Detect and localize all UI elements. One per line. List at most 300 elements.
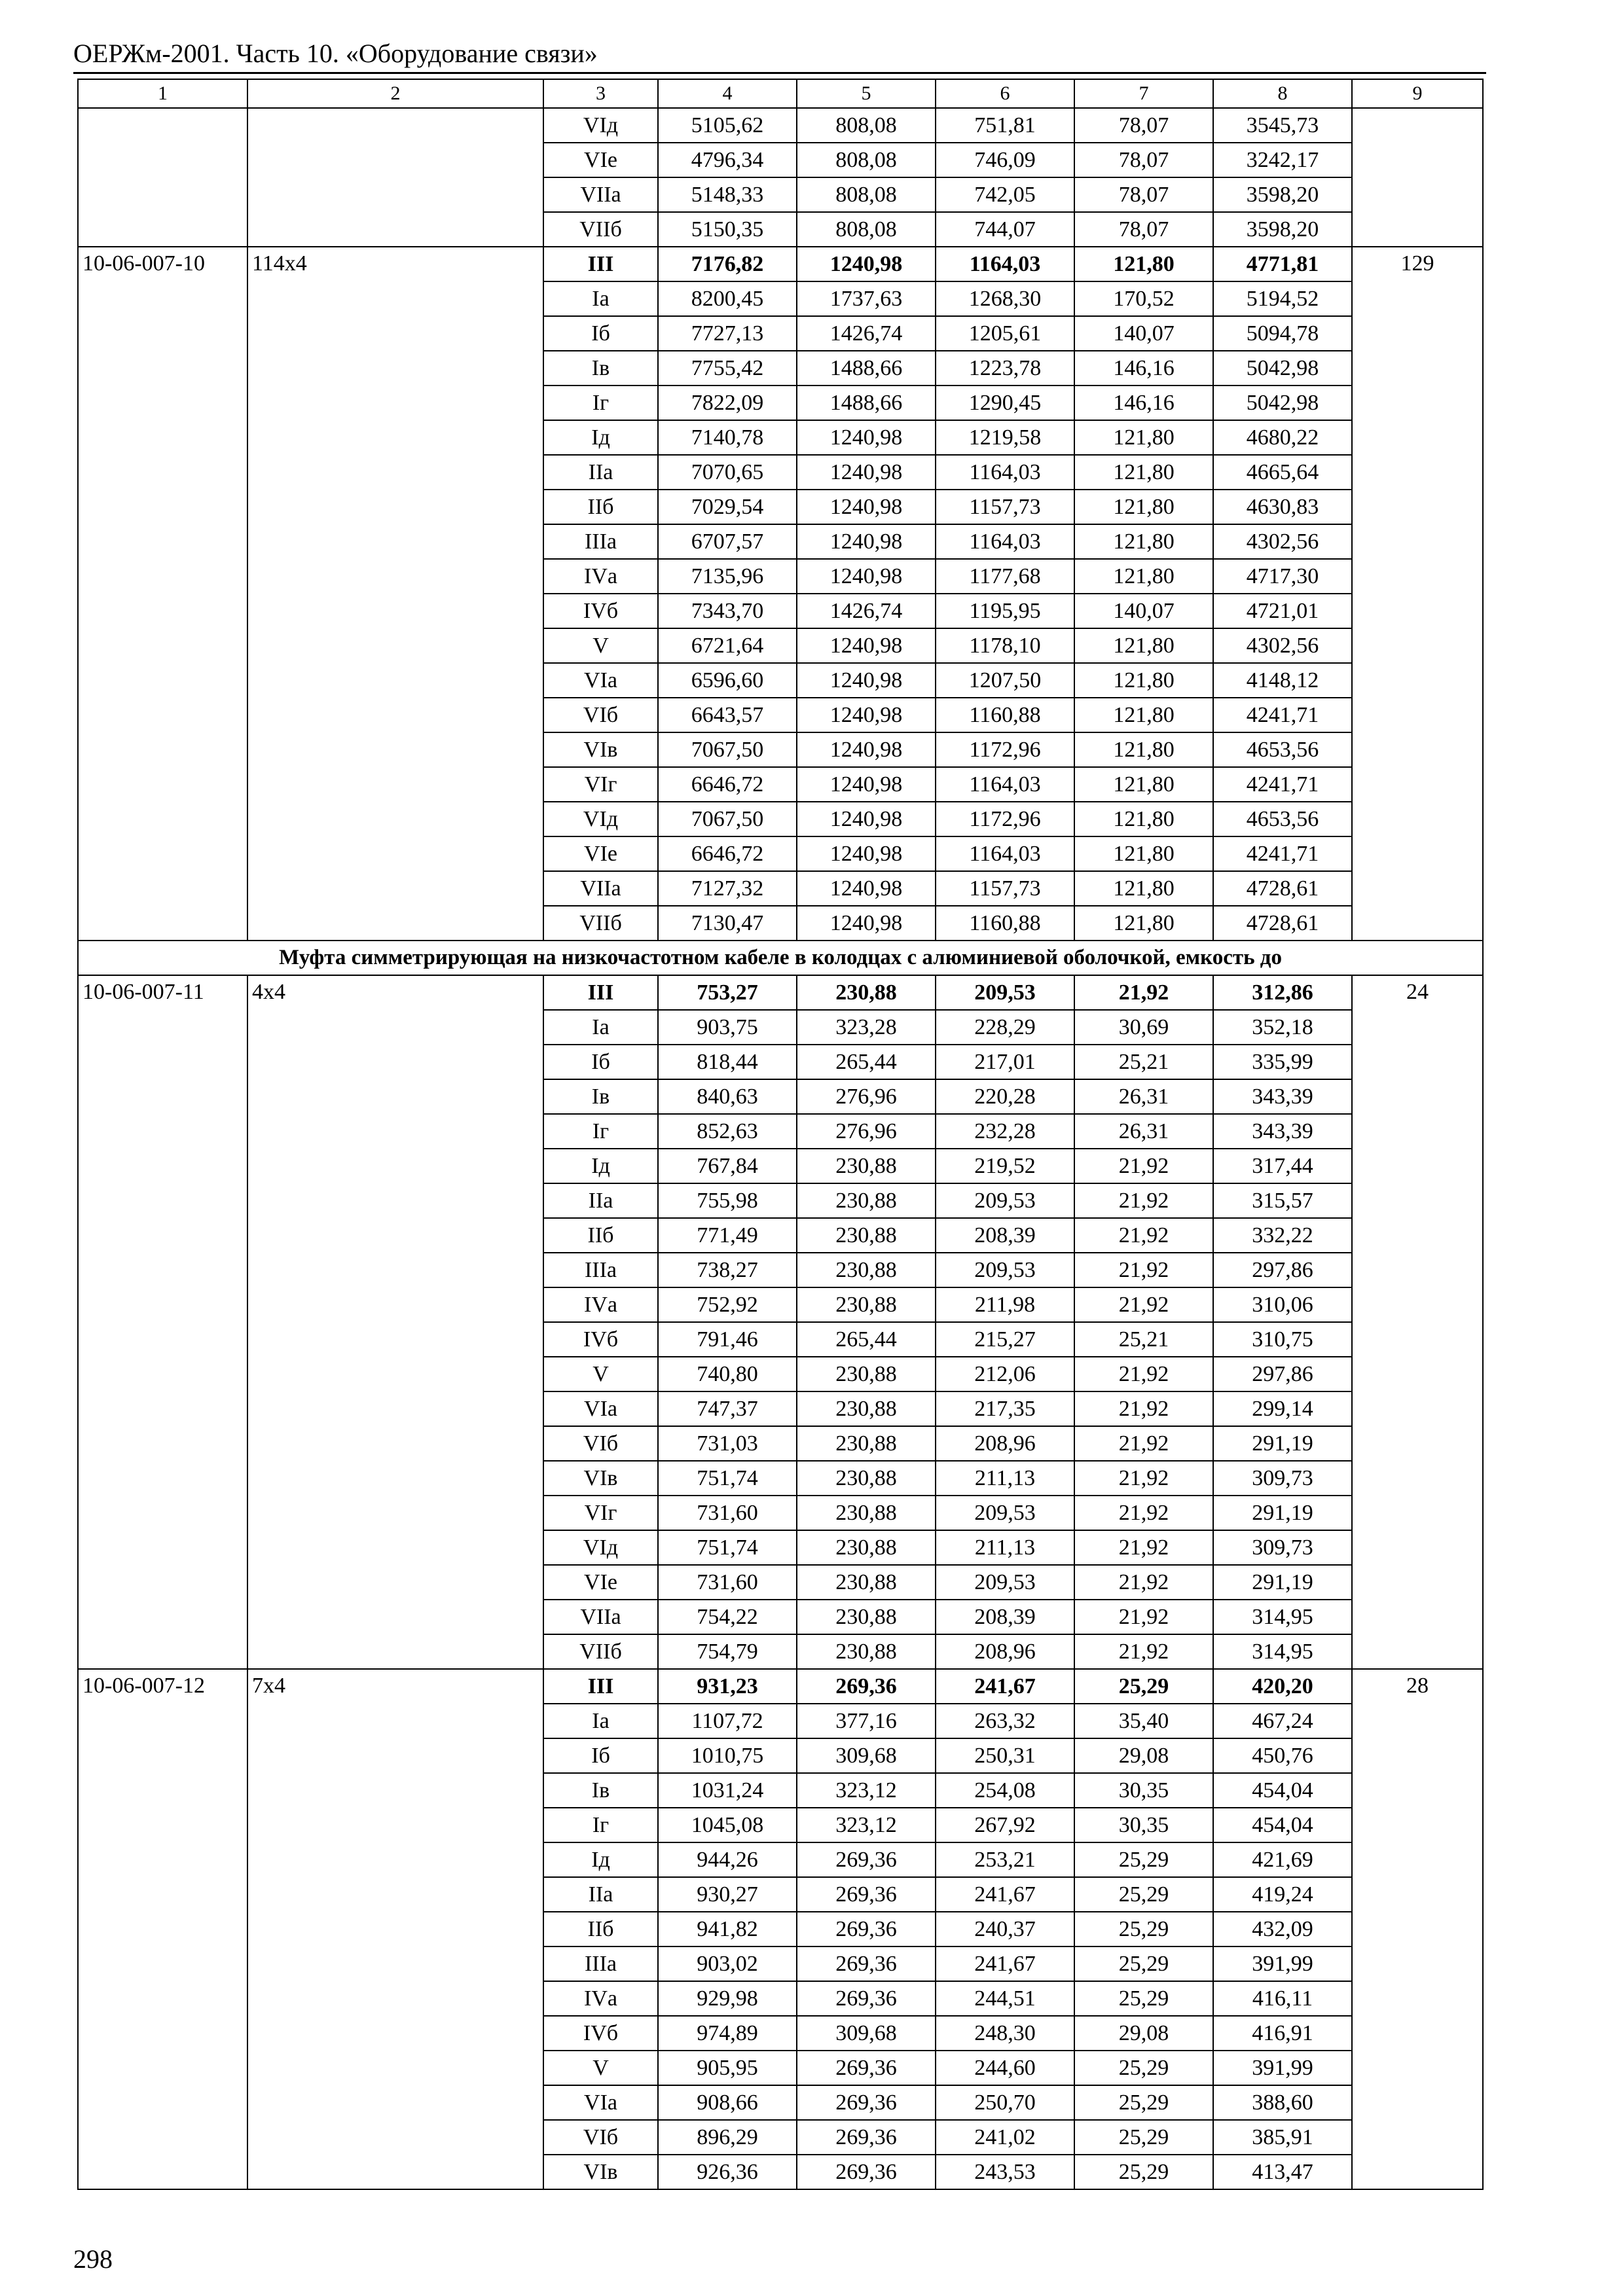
machine-cost-cell: 211,13 (936, 1530, 1074, 1565)
rate-code-cell: IVб (543, 2016, 658, 2051)
materials-cost-cell: 5094,78 (1213, 316, 1352, 351)
machine-cost-cell: 1223,78 (936, 351, 1074, 386)
machine-cost-cell: 1164,03 (936, 767, 1074, 802)
labor-cost-cell: 269,36 (797, 2051, 936, 2085)
labor-cost-cell: 1240,98 (797, 628, 936, 663)
operator-wage-cell: 26,31 (1074, 1114, 1213, 1149)
rate-code-cell: IIб (543, 1912, 658, 1946)
column-number-row (78, 79, 1483, 108)
materials-cost-cell: 5194,52 (1213, 281, 1352, 316)
rate-code-cell: VIIа (543, 871, 658, 906)
rate-code-cell: VIв (543, 2155, 658, 2189)
operator-wage-cell: 30,69 (1074, 1010, 1213, 1045)
labor-cost-cell: 230,88 (797, 1530, 936, 1565)
materials-cost-cell: 352,18 (1213, 1010, 1352, 1045)
machine-cost-cell: 1195,95 (936, 594, 1074, 628)
materials-cost-cell: 332,22 (1213, 1218, 1352, 1253)
total-cost-cell: 930,27 (658, 1877, 797, 1912)
rate-code-cell: Iб (543, 316, 658, 351)
operator-wage-cell: 121,80 (1074, 698, 1213, 732)
machine-cost-cell: 1164,03 (936, 836, 1074, 871)
operator-wage-cell: 21,92 (1074, 1426, 1213, 1461)
labor-cost-cell: 309,68 (797, 1738, 936, 1773)
machine-cost-cell: 209,53 (936, 1496, 1074, 1530)
rate-code-cell: Iв (543, 351, 658, 386)
operator-wage-cell: 21,92 (1074, 1565, 1213, 1600)
rate-code-cell: III (543, 247, 658, 281)
operator-wage-cell: 25,29 (1074, 1912, 1213, 1946)
operator-wage-cell: 25,29 (1074, 2120, 1213, 2155)
labor-cost-cell: 230,88 (797, 1391, 936, 1426)
rate-code-cell: IIа (543, 1877, 658, 1912)
operator-wage-cell: 29,08 (1074, 1738, 1213, 1773)
operator-wage-cell: 121,80 (1074, 490, 1213, 524)
operator-wage-cell: 25,29 (1074, 1981, 1213, 2016)
materials-cost-cell: 4241,71 (1213, 767, 1352, 802)
operator-wage-cell: 35,40 (1074, 1704, 1213, 1738)
rate-code-cell: Iг (543, 1808, 658, 1842)
materials-cost-cell: 454,04 (1213, 1773, 1352, 1808)
page-header-title: ОЕРЖм-2001. Часть 10. «Оборудование связи» (73, 39, 598, 68)
header-rule (73, 72, 1486, 74)
labor-cost-cell: 1240,98 (797, 490, 936, 524)
total-cost-cell: 6707,57 (658, 524, 797, 559)
materials-cost-cell: 310,75 (1213, 1322, 1352, 1357)
operator-wage-cell: 121,80 (1074, 628, 1213, 663)
rate-code-cell: V (543, 1357, 658, 1391)
rate-code-cell: Iд (543, 1842, 658, 1877)
code-cell: 10-06-007-10 (78, 247, 247, 941)
rate-code-cell: VIг (543, 767, 658, 802)
column-number-cell: 2 (247, 79, 543, 108)
materials-cost-cell: 4241,71 (1213, 698, 1352, 732)
total-cost-cell: 931,23 (658, 1669, 797, 1704)
operator-wage-cell: 21,92 (1074, 1287, 1213, 1322)
operator-wage-cell: 78,07 (1074, 143, 1213, 177)
total-cost-cell: 5150,35 (658, 212, 797, 247)
total-cost-cell: 7029,54 (658, 490, 797, 524)
operator-wage-cell: 140,07 (1074, 316, 1213, 351)
total-cost-cell: 751,74 (658, 1530, 797, 1565)
machine-cost-cell: 253,21 (936, 1842, 1074, 1877)
total-cost-cell: 6643,57 (658, 698, 797, 732)
total-cost-cell: 8200,45 (658, 281, 797, 316)
column-number-cell: 4 (658, 79, 797, 108)
table-row (78, 1669, 1483, 1704)
total-cost-cell: 1045,08 (658, 1808, 797, 1842)
operator-wage-cell: 25,29 (1074, 1877, 1213, 1912)
labor-cost-cell: 1240,98 (797, 455, 936, 490)
labor-cost-cell: 377,16 (797, 1704, 936, 1738)
total-cost-cell: 751,74 (658, 1461, 797, 1496)
machine-cost-cell: 209,53 (936, 1253, 1074, 1287)
materials-cost-cell: 310,06 (1213, 1287, 1352, 1322)
operator-wage-cell: 121,80 (1074, 802, 1213, 836)
total-cost-cell: 903,75 (658, 1010, 797, 1045)
labor-cost-cell: 265,44 (797, 1322, 936, 1357)
materials-cost-cell: 3545,73 (1213, 108, 1352, 143)
total-cost-cell: 6596,60 (658, 663, 797, 698)
labor-cost-cell: 230,88 (797, 1287, 936, 1322)
machine-cost-cell: 209,53 (936, 1565, 1074, 1600)
total-cost-cell: 731,60 (658, 1565, 797, 1600)
rate-code-cell: VIв (543, 1461, 658, 1496)
total-cost-cell: 7343,70 (658, 594, 797, 628)
operator-wage-cell: 21,92 (1074, 1357, 1213, 1391)
total-cost-cell: 771,49 (658, 1218, 797, 1253)
total-cost-cell: 7070,65 (658, 455, 797, 490)
column-number-cell: 5 (797, 79, 936, 108)
machine-cost-cell: 244,60 (936, 2051, 1074, 2085)
rate-code-cell: VIб (543, 698, 658, 732)
rate-code-cell: VIа (543, 663, 658, 698)
rate-code-cell: V (543, 628, 658, 663)
materials-cost-cell: 391,99 (1213, 1946, 1352, 1981)
machine-cost-cell: 241,02 (936, 2120, 1074, 2155)
total-cost-cell: 944,26 (658, 1842, 797, 1877)
machine-cost-cell: 209,53 (936, 975, 1074, 1010)
operator-wage-cell: 30,35 (1074, 1808, 1213, 1842)
machine-cost-cell: 1160,88 (936, 698, 1074, 732)
total-cost-cell: 7755,42 (658, 351, 797, 386)
total-cost-cell: 791,46 (658, 1322, 797, 1357)
machine-cost-cell: 241,67 (936, 1877, 1074, 1912)
rate-code-cell: Iа (543, 1704, 658, 1738)
labor-cost-cell: 230,88 (797, 1461, 936, 1496)
labor-cost-cell: 1240,98 (797, 871, 936, 906)
machine-cost-cell: 220,28 (936, 1079, 1074, 1114)
materials-cost-cell: 343,39 (1213, 1114, 1352, 1149)
labor-cost-cell: 230,88 (797, 1565, 936, 1600)
total-cost-cell: 738,27 (658, 1253, 797, 1287)
labor-cost-cell: 1737,63 (797, 281, 936, 316)
labor-cost-cell: 1240,98 (797, 802, 936, 836)
rates-table-body (78, 79, 1483, 2189)
column-number-cell: 7 (1074, 79, 1213, 108)
labor-cost-cell: 269,36 (797, 2085, 936, 2120)
machine-cost-cell: 208,96 (936, 1634, 1074, 1669)
operator-wage-cell: 21,92 (1074, 1149, 1213, 1183)
operator-wage-cell: 21,92 (1074, 1496, 1213, 1530)
labor-cost-cell: 230,88 (797, 1183, 936, 1218)
labor-cost-cell: 276,96 (797, 1079, 936, 1114)
materials-cost-cell: 4653,56 (1213, 802, 1352, 836)
operator-wage-cell: 26,31 (1074, 1079, 1213, 1114)
materials-cost-cell: 309,73 (1213, 1461, 1352, 1496)
operator-wage-cell: 121,80 (1074, 247, 1213, 281)
machine-cost-cell: 742,05 (936, 177, 1074, 212)
machine-cost-cell: 254,08 (936, 1773, 1074, 1808)
labor-cost-cell: 230,88 (797, 1149, 936, 1183)
total-cost-cell: 753,27 (658, 975, 797, 1010)
labor-cost-cell: 1240,98 (797, 906, 936, 941)
operator-wage-cell: 21,92 (1074, 975, 1213, 1010)
column-number-cell: 1 (78, 79, 247, 108)
total-cost-cell: 752,92 (658, 1287, 797, 1322)
rate-code-cell: IIIа (543, 524, 658, 559)
column-number-cell: 3 (543, 79, 658, 108)
rate-code-cell: Iв (543, 1773, 658, 1808)
size-cell: 4x4 (247, 975, 543, 1669)
labor-cost-cell: 269,36 (797, 1912, 936, 1946)
labor-cost-cell: 269,36 (797, 1946, 936, 1981)
rate-code-cell: Iб (543, 1045, 658, 1079)
labor-cost-cell: 808,08 (797, 143, 936, 177)
rate-code-cell: IVа (543, 1981, 658, 2016)
operator-wage-cell: 25,29 (1074, 2085, 1213, 2120)
materials-cost-cell: 4728,61 (1213, 871, 1352, 906)
column-number-cell: 8 (1213, 79, 1352, 108)
rate-code-cell: VIIа (543, 177, 658, 212)
rate-code-cell: IIIа (543, 1253, 658, 1287)
rate-code-cell: IIIа (543, 1946, 658, 1981)
operator-wage-cell: 21,92 (1074, 1600, 1213, 1634)
rate-code-cell: VIб (543, 2120, 658, 2155)
total-cost-cell: 903,02 (658, 1946, 797, 1981)
total-cost-cell: 5148,33 (658, 177, 797, 212)
labor-cost-cell: 265,44 (797, 1045, 936, 1079)
rate-code-cell: VIд (543, 108, 658, 143)
total-cost-cell: 731,03 (658, 1426, 797, 1461)
materials-cost-cell: 420,20 (1213, 1669, 1352, 1704)
operator-wage-cell: 21,92 (1074, 1530, 1213, 1565)
total-cost-cell: 767,84 (658, 1149, 797, 1183)
page-number: 298 (73, 2244, 113, 2274)
rate-code-cell: VIIа (543, 1600, 658, 1634)
machine-cost-cell: 208,96 (936, 1426, 1074, 1461)
materials-cost-cell: 416,11 (1213, 1981, 1352, 2016)
rate-code-cell: Iв (543, 1079, 658, 1114)
materials-cost-cell: 291,19 (1213, 1496, 1352, 1530)
materials-cost-cell: 413,47 (1213, 2155, 1352, 2189)
materials-cost-cell: 450,76 (1213, 1738, 1352, 1773)
code-cell: 10-06-007-11 (78, 975, 247, 1669)
operator-wage-cell: 121,80 (1074, 524, 1213, 559)
machine-cost-cell: 243,53 (936, 2155, 1074, 2189)
materials-cost-cell: 291,19 (1213, 1426, 1352, 1461)
machine-cost-cell: 1160,88 (936, 906, 1074, 941)
labor-cost-cell: 269,36 (797, 1981, 936, 2016)
total-cost-cell: 4796,34 (658, 143, 797, 177)
rate-code-cell: III (543, 1669, 658, 1704)
materials-cost-cell: 314,95 (1213, 1634, 1352, 1669)
machine-cost-cell: 208,39 (936, 1600, 1074, 1634)
machine-cost-cell: 217,35 (936, 1391, 1074, 1426)
total-cost-cell: 896,29 (658, 2120, 797, 2155)
total-cost-cell: 7135,96 (658, 559, 797, 594)
operator-wage-cell: 78,07 (1074, 108, 1213, 143)
total-cost-cell: 6721,64 (658, 628, 797, 663)
operator-wage-cell: 146,16 (1074, 351, 1213, 386)
total-cost-cell: 5105,62 (658, 108, 797, 143)
materials-cost-cell: 297,86 (1213, 1253, 1352, 1287)
total-cost-cell: 755,98 (658, 1183, 797, 1218)
materials-cost-cell: 3242,17 (1213, 143, 1352, 177)
total-cost-cell: 7822,09 (658, 386, 797, 420)
rate-code-cell: VIг (543, 1496, 658, 1530)
column-number-cell: 6 (936, 79, 1074, 108)
materials-cost-cell: 416,91 (1213, 2016, 1352, 2051)
rate-code-cell: Iд (543, 420, 658, 455)
labor-cost-cell: 230,88 (797, 1253, 936, 1287)
labor-cost-cell: 1488,66 (797, 386, 936, 420)
rate-code-cell: VIд (543, 802, 658, 836)
rate-code-cell: IVа (543, 1287, 658, 1322)
materials-cost-cell: 419,24 (1213, 1877, 1352, 1912)
operator-wage-cell: 121,80 (1074, 836, 1213, 871)
total-cost-cell: 926,36 (658, 2155, 797, 2189)
materials-cost-cell: 454,04 (1213, 1808, 1352, 1842)
materials-cost-cell: 391,99 (1213, 2051, 1352, 2085)
total-cost-cell: 754,79 (658, 1634, 797, 1669)
labor-cost-cell: 276,96 (797, 1114, 936, 1149)
rate-code-cell: VIIб (543, 1634, 658, 1669)
materials-cost-cell: 312,86 (1213, 975, 1352, 1010)
operator-wage-cell: 25,29 (1074, 1946, 1213, 1981)
rate-code-cell: VIв (543, 732, 658, 767)
rate-code-cell: Iг (543, 1114, 658, 1149)
machine-cost-cell: 208,39 (936, 1218, 1074, 1253)
count-cell (1352, 108, 1483, 247)
operator-wage-cell: 25,29 (1074, 2051, 1213, 2085)
total-cost-cell: 908,66 (658, 2085, 797, 2120)
rate-code-cell: Iг (543, 386, 658, 420)
labor-cost-cell: 269,36 (797, 1669, 936, 1704)
operator-wage-cell: 21,92 (1074, 1461, 1213, 1496)
rate-code-cell: IIа (543, 1183, 658, 1218)
count-cell: 28 (1352, 1669, 1483, 2189)
labor-cost-cell: 1240,98 (797, 559, 936, 594)
materials-cost-cell: 5042,98 (1213, 351, 1352, 386)
operator-wage-cell: 21,92 (1074, 1218, 1213, 1253)
rate-code-cell: Iа (543, 1010, 658, 1045)
materials-cost-cell: 4717,30 (1213, 559, 1352, 594)
rate-code-cell: IIа (543, 455, 658, 490)
rate-code-cell: VIа (543, 1391, 658, 1426)
materials-cost-cell: 5042,98 (1213, 386, 1352, 420)
labor-cost-cell: 323,12 (797, 1808, 936, 1842)
rate-code-cell: V (543, 2051, 658, 2085)
operator-wage-cell: 25,29 (1074, 2155, 1213, 2189)
total-cost-cell: 7176,82 (658, 247, 797, 281)
labor-cost-cell: 1426,74 (797, 594, 936, 628)
operator-wage-cell: 121,80 (1074, 906, 1213, 941)
total-cost-cell: 7130,47 (658, 906, 797, 941)
labor-cost-cell: 269,36 (797, 1842, 936, 1877)
machine-cost-cell: 241,67 (936, 1946, 1074, 1981)
machine-cost-cell: 751,81 (936, 108, 1074, 143)
materials-cost-cell: 343,39 (1213, 1079, 1352, 1114)
rate-code-cell: III (543, 975, 658, 1010)
total-cost-cell: 1010,75 (658, 1738, 797, 1773)
rate-code-cell: IVб (543, 594, 658, 628)
labor-cost-cell: 323,28 (797, 1010, 936, 1045)
materials-cost-cell: 4630,83 (1213, 490, 1352, 524)
materials-cost-cell: 4302,56 (1213, 524, 1352, 559)
machine-cost-cell: 1164,03 (936, 524, 1074, 559)
rate-code-cell: Iд (543, 1149, 658, 1183)
total-cost-cell: 974,89 (658, 2016, 797, 2051)
labor-cost-cell: 808,08 (797, 108, 936, 143)
operator-wage-cell: 140,07 (1074, 594, 1213, 628)
size-cell: 7x4 (247, 1669, 543, 2189)
labor-cost-cell: 1240,98 (797, 836, 936, 871)
labor-cost-cell: 269,36 (797, 1877, 936, 1912)
machine-cost-cell: 248,30 (936, 2016, 1074, 2051)
table-row (78, 108, 1483, 143)
operator-wage-cell: 25,29 (1074, 1842, 1213, 1877)
rate-code-cell: VIб (543, 1426, 658, 1461)
labor-cost-cell: 230,88 (797, 1496, 936, 1530)
total-cost-cell: 1031,24 (658, 1773, 797, 1808)
total-cost-cell: 7140,78 (658, 420, 797, 455)
materials-cost-cell: 385,91 (1213, 2120, 1352, 2155)
operator-wage-cell: 121,80 (1074, 732, 1213, 767)
materials-cost-cell: 4665,64 (1213, 455, 1352, 490)
materials-cost-cell: 4148,12 (1213, 663, 1352, 698)
total-cost-cell: 754,22 (658, 1600, 797, 1634)
labor-cost-cell: 309,68 (797, 2016, 936, 2051)
rate-code-cell: Iб (543, 1738, 658, 1773)
machine-cost-cell: 211,98 (936, 1287, 1074, 1322)
machine-cost-cell: 1172,96 (936, 802, 1074, 836)
materials-cost-cell: 315,57 (1213, 1183, 1352, 1218)
rate-code-cell: VIе (543, 836, 658, 871)
labor-cost-cell: 808,08 (797, 177, 936, 212)
table-row (78, 247, 1483, 281)
materials-cost-cell: 299,14 (1213, 1391, 1352, 1426)
total-cost-cell: 6646,72 (658, 836, 797, 871)
materials-cost-cell: 291,19 (1213, 1565, 1352, 1600)
operator-wage-cell: 25,21 (1074, 1322, 1213, 1357)
machine-cost-cell: 1177,68 (936, 559, 1074, 594)
operator-wage-cell: 121,80 (1074, 663, 1213, 698)
machine-cost-cell: 1164,03 (936, 247, 1074, 281)
rate-code-cell: VIIб (543, 212, 658, 247)
operator-wage-cell: 30,35 (1074, 1773, 1213, 1808)
materials-cost-cell: 4721,01 (1213, 594, 1352, 628)
rate-code-cell: IIб (543, 490, 658, 524)
materials-cost-cell: 3598,20 (1213, 177, 1352, 212)
rate-code-cell: IVа (543, 559, 658, 594)
machine-cost-cell: 746,09 (936, 143, 1074, 177)
operator-wage-cell: 170,52 (1074, 281, 1213, 316)
rate-code-cell: VIа (543, 2085, 658, 2120)
labor-cost-cell: 230,88 (797, 1357, 936, 1391)
machine-cost-cell: 241,67 (936, 1669, 1074, 1704)
size-cell (247, 108, 543, 247)
total-cost-cell: 7067,50 (658, 802, 797, 836)
total-cost-cell: 6646,72 (658, 767, 797, 802)
materials-cost-cell: 3598,20 (1213, 212, 1352, 247)
materials-cost-cell: 4771,81 (1213, 247, 1352, 281)
machine-cost-cell: 1164,03 (936, 455, 1074, 490)
operator-wage-cell: 121,80 (1074, 559, 1213, 594)
rate-code-cell: VIе (543, 143, 658, 177)
materials-cost-cell: 317,44 (1213, 1149, 1352, 1183)
total-cost-cell: 7727,13 (658, 316, 797, 351)
labor-cost-cell: 1240,98 (797, 698, 936, 732)
labor-cost-cell: 230,88 (797, 1218, 936, 1253)
rate-code-cell: Iа (543, 281, 658, 316)
rate-code-cell: VIд (543, 1530, 658, 1565)
total-cost-cell: 7067,50 (658, 732, 797, 767)
operator-wage-cell: 21,92 (1074, 1391, 1213, 1426)
materials-cost-cell: 421,69 (1213, 1842, 1352, 1877)
total-cost-cell: 1107,72 (658, 1704, 797, 1738)
operator-wage-cell: 146,16 (1074, 386, 1213, 420)
count-cell: 24 (1352, 975, 1483, 1669)
